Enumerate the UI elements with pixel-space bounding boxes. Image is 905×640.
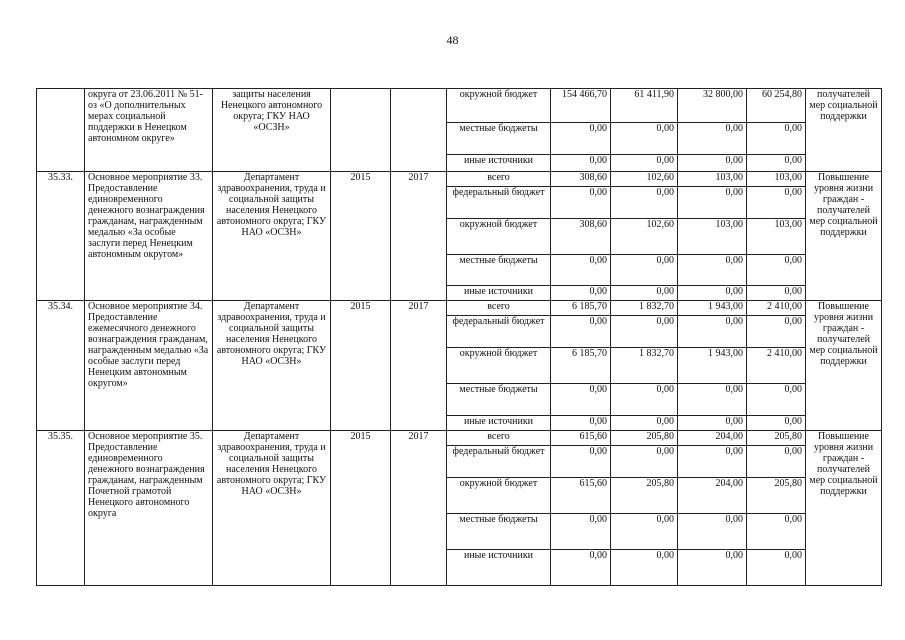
table-row xyxy=(37,89,882,123)
year-2-amount: 0,00 xyxy=(678,384,747,416)
year-2-amount: 0,00 xyxy=(678,286,747,301)
total-amount: 308,60 xyxy=(551,171,611,186)
year-3-amount: 0,00 xyxy=(747,513,806,549)
year-2-amount: 0,00 xyxy=(678,513,747,549)
funding-source: иные источники xyxy=(447,154,551,171)
year-3-amount: 0,00 xyxy=(747,122,806,154)
year-1-amount: 205,80 xyxy=(611,477,678,513)
funding-source: федеральный бюджет xyxy=(447,186,551,218)
funding-source: федеральный бюджет xyxy=(447,316,551,348)
total-amount: 6 185,70 xyxy=(551,348,611,384)
activity-executor: защиты населения Ненецкого автономного округа; ГКУ НАО «ОСЗН» xyxy=(213,89,331,172)
total-amount: 0,00 xyxy=(551,445,611,477)
total-amount: 615,60 xyxy=(551,430,611,445)
year-2-amount: 204,00 xyxy=(678,477,747,513)
total-amount: 0,00 xyxy=(551,549,611,585)
year-1-amount: 0,00 xyxy=(611,549,678,585)
activity-description: Основное мероприятие 34. Предоставление ежемесячного денежного вознаграждения гражданам, награжденным медалью «За особые заслуги перед Ненецким автономным округом» xyxy=(85,301,213,431)
year-3-amount: 205,80 xyxy=(747,477,806,513)
end-year: 2017 xyxy=(391,301,447,431)
funding-source: всего xyxy=(447,430,551,445)
end-year: 2017 xyxy=(391,430,447,585)
year-2-amount: 0,00 xyxy=(678,549,747,585)
funding-source: местные бюджеты xyxy=(447,384,551,416)
year-2-amount: 1 943,00 xyxy=(678,348,747,384)
table-row xyxy=(37,301,882,316)
year-3-amount: 2 410,00 xyxy=(747,301,806,316)
activity-executor: Департамент здравоохранения, труда и социальной защиты населения Ненецкого автономного округа; ГКУ НАО «ОСЗН» xyxy=(213,430,331,585)
year-1-amount: 1 832,70 xyxy=(611,348,678,384)
year-1-amount: 0,00 xyxy=(611,286,678,301)
funding-source: иные источники xyxy=(447,549,551,585)
year-3-amount: 0,00 xyxy=(747,254,806,286)
year-1-amount: 1 832,70 xyxy=(611,301,678,316)
funding-source: иные источники xyxy=(447,415,551,430)
total-amount: 0,00 xyxy=(551,154,611,171)
activity-number: 35.33. xyxy=(37,171,85,301)
end-year: 2017 xyxy=(391,171,447,301)
year-1-amount: 102,60 xyxy=(611,218,678,254)
year-3-amount: 0,00 xyxy=(747,316,806,348)
year-3-amount: 0,00 xyxy=(747,384,806,416)
funding-source: окружной бюджет xyxy=(447,218,551,254)
year-1-amount: 0,00 xyxy=(611,186,678,218)
total-amount: 0,00 xyxy=(551,254,611,286)
funding-source: местные бюджеты xyxy=(447,513,551,549)
activity-number: 35.34. xyxy=(37,301,85,431)
year-2-amount: 204,00 xyxy=(678,430,747,445)
year-3-amount: 0,00 xyxy=(747,186,806,218)
year-3-amount: 2 410,00 xyxy=(747,348,806,384)
funding-source: всего xyxy=(447,301,551,316)
activity-description: Основное мероприятие 33. Предоставление единовременного денежного вознаграждения гражданам, награжденным медалью «За особые заслуги перед Ненецким автономным округом» xyxy=(85,171,213,301)
year-2-amount: 0,00 xyxy=(678,316,747,348)
year-2-amount: 0,00 xyxy=(678,254,747,286)
funding-source: всего xyxy=(447,171,551,186)
year-2-amount: 0,00 xyxy=(678,415,747,430)
year-1-amount: 0,00 xyxy=(611,445,678,477)
year-2-amount: 103,00 xyxy=(678,171,747,186)
expected-result: Повышение уровня жизни граждан - получателей мер социальной поддержки xyxy=(806,171,882,301)
activity-executor: Департамент здравоохранения, труда и социальной защиты населения Ненецкого автономного округа; ГКУ НАО «ОСЗН» xyxy=(213,301,331,431)
start-year xyxy=(331,89,391,172)
total-amount: 154 466,70 xyxy=(551,89,611,123)
year-1-amount: 0,00 xyxy=(611,316,678,348)
table-row xyxy=(37,430,882,445)
end-year xyxy=(391,89,447,172)
activity-executor: Департамент здравоохранения, труда и социальной защиты населения Ненецкого автономного округа; ГКУ НАО «ОСЗН» xyxy=(213,171,331,301)
year-1-amount: 0,00 xyxy=(611,415,678,430)
year-3-amount: 0,00 xyxy=(747,549,806,585)
year-1-amount: 0,00 xyxy=(611,122,678,154)
year-3-amount: 103,00 xyxy=(747,171,806,186)
year-1-amount: 0,00 xyxy=(611,384,678,416)
total-amount: 0,00 xyxy=(551,186,611,218)
funding-source: окружной бюджет xyxy=(447,89,551,123)
year-2-amount: 103,00 xyxy=(678,218,747,254)
activity-number: 35.35. xyxy=(37,430,85,585)
start-year: 2015 xyxy=(331,171,391,301)
activity-description: Основное мероприятие 35. Предоставление единовременного денежного вознаграждения гражданам, награжденным Почетной грамотой Ненецкого автономного округа xyxy=(85,430,213,585)
year-3-amount: 0,00 xyxy=(747,445,806,477)
year-3-amount: 60 254,80 xyxy=(747,89,806,123)
year-3-amount: 205,80 xyxy=(747,430,806,445)
program-activities-table xyxy=(36,88,882,586)
page-number: 48 xyxy=(446,33,459,47)
year-2-amount: 0,00 xyxy=(678,154,747,171)
start-year: 2015 xyxy=(331,430,391,585)
total-amount: 0,00 xyxy=(551,384,611,416)
expected-result: Повышение уровня жизни граждан - получателей мер социальной поддержки xyxy=(806,301,882,431)
total-amount: 615,60 xyxy=(551,477,611,513)
expected-result: Повышение уровня жизни граждан - получателей мер социальной поддержки xyxy=(806,430,882,585)
year-3-amount: 0,00 xyxy=(747,415,806,430)
year-2-amount: 1 943,00 xyxy=(678,301,747,316)
year-2-amount: 0,00 xyxy=(678,186,747,218)
funding-source: местные бюджеты xyxy=(447,122,551,154)
year-2-amount: 32 800,00 xyxy=(678,89,747,123)
total-amount: 0,00 xyxy=(551,286,611,301)
table-row xyxy=(37,171,882,186)
funding-source: окружной бюджет xyxy=(447,348,551,384)
activity-number xyxy=(37,89,85,172)
year-3-amount: 0,00 xyxy=(747,154,806,171)
year-1-amount: 61 411,90 xyxy=(611,89,678,123)
total-amount: 0,00 xyxy=(551,513,611,549)
year-2-amount: 0,00 xyxy=(678,122,747,154)
total-amount: 6 185,70 xyxy=(551,301,611,316)
year-1-amount: 0,00 xyxy=(611,513,678,549)
year-1-amount: 102,60 xyxy=(611,171,678,186)
year-1-amount: 205,80 xyxy=(611,430,678,445)
total-amount: 0,00 xyxy=(551,415,611,430)
year-1-amount: 0,00 xyxy=(611,154,678,171)
total-amount: 0,00 xyxy=(551,122,611,154)
expected-result: получателей мер социальной поддержки xyxy=(806,89,882,172)
funding-source: федеральный бюджет xyxy=(447,445,551,477)
total-amount: 308,60 xyxy=(551,218,611,254)
year-3-amount: 103,00 xyxy=(747,218,806,254)
year-2-amount: 0,00 xyxy=(678,445,747,477)
funding-source: местные бюджеты xyxy=(447,254,551,286)
total-amount: 0,00 xyxy=(551,316,611,348)
year-3-amount: 0,00 xyxy=(747,286,806,301)
activity-description: округа от 23.06.2011 № 51-оз «О дополнительных мерах социальной поддержки в Ненецком автономном округе» xyxy=(85,89,213,172)
start-year: 2015 xyxy=(331,301,391,431)
funding-source: окружной бюджет xyxy=(447,477,551,513)
funding-source: иные источники xyxy=(447,286,551,301)
year-1-amount: 0,00 xyxy=(611,254,678,286)
